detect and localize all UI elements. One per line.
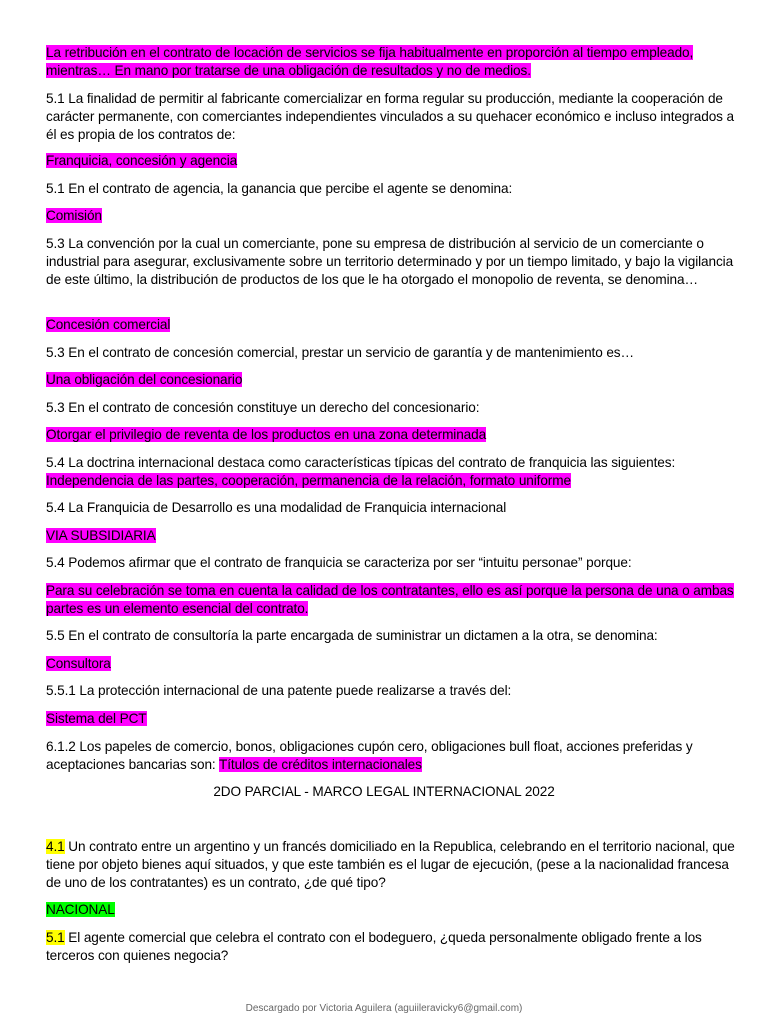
answer-locacion: La retribución en el contrato de locación de servicios se fija habitualmente en proporción al tiempo empleado, mientras… En mano por tratarse de una obligación de resultados y no de medios. [46, 45, 694, 78]
answer-independencia: Independencia de las partes, cooperación, permanencia de la relación, formato uniforme [46, 473, 571, 488]
answer-nacional: NACIONAL [46, 902, 115, 917]
question-5-3-derecho: 5.3 En el contrato de concesión constituye un derecho del concesionario: [46, 400, 480, 415]
question-5-3-convencion: 5.3 La convención por la cual un comerciante, pone su empresa de distribución al servicio de un comerciante o industrial para asegurar, exclusivamente sobre un territorio determinado y por un tiempo limitado, y bajo la vigilancia de este último, la distribución de productos de los que le ha otorgado el monopolio de reventa, se denomina… [46, 236, 734, 287]
section-title: 2DO PARCIAL - MARCO LEGAL INTERNACIONAL 2022 [213, 784, 555, 799]
answer-via-subsidiaria: VIA SUBSIDIARIA [46, 528, 156, 543]
question-5-1-agente-text: El agente comercial que celebra el contrato con el bodeguero, ¿queda personalmente obligado frente a los terceros con quienes negocia? [46, 930, 702, 963]
download-footer: Descargado por Victoria Aguilera (aguiileravicky6@gmail.com) [245, 1003, 523, 1014]
answer-consultora: Consultora [46, 656, 111, 671]
question-5-5-consultoria: 5.5 En el contrato de consultoría la parte encargada de suministrar un dictamen a la otra, se denomina: [46, 628, 658, 643]
question-4-1-text: Un contrato entre un argentino y un francés domiciliado en la Republica, celebrando en el territorio nacional, que tiene por objeto bienes aquí situados, y que este también es el lugar de ejecución, (pese a la nacionalidad francesa de uno de los contratantes) es un contrato, ¿de qué tipo? [46, 839, 735, 890]
answer-concesion-comercial: Concesión comercial [46, 317, 171, 332]
answer-obligacion-concesionario: Una obligación del concesionario [46, 372, 243, 387]
question-5-4-doctrina [46, 454, 736, 490]
answer-intuitu-personae: Para su celebración se toma en cuenta la calidad de los contratantes, ello es así porque la persona de una o ambas partes es un elemento esencial del contrato. [46, 583, 734, 616]
question-5-3-garantia: 5.3 En el contrato de concesión comercial, prestar un servicio de garantía y de mantenimiento es… [46, 345, 634, 360]
answer-privilegio-reventa: Otorgar el privilegio de reventa de los productos en una zona determinada [46, 427, 487, 442]
question-5-4-desarrollo: 5.4 La Franquicia de Desarrollo es una modalidad de Franquicia internacional [46, 500, 507, 515]
answer-franquicia-concesion-agencia: Franquicia, concesión y agencia [46, 153, 238, 168]
question-5-1-agente [46, 929, 736, 965]
question-5-5-1-patente: 5.5.1 La protección internacional de una patente puede realizarse a través del: [46, 683, 512, 698]
question-5-4-doctrina-text: 5.4 La doctrina internacional destaca como características típicas del contrato de franquicia las siguientes: [46, 455, 676, 470]
question-5-1-finalidad: 5.1 La finalidad de permitir al fabricante comercializar en forma regular su producción, mediante la cooperación de carácter permanente, con comerciantes independientes vinculados a su quehacer económico e incluso integrados a él es propia de los contratos de: [46, 91, 734, 142]
answer-comision: Comisión [46, 208, 102, 223]
question-5-4-intuitu-personae: 5.4 Podemos afirmar que el contrato de franquicia se caracteriza por ser “intuitu personae” porque: [46, 555, 632, 570]
question-5-1-agencia: 5.1 En el contrato de agencia, la ganancia que percibe el agente se denomina: [46, 181, 513, 196]
answer-sistema-pct: Sistema del PCT [46, 711, 147, 726]
question-6-1-2-text: 6.1.2 Los papeles de comercio, bonos, obligaciones cupón cero, obligaciones bull float, acciones preferidas y aceptaciones bancarias son: [46, 739, 693, 772]
question-4-1 [46, 838, 736, 892]
question-6-1-2-papeles [46, 738, 736, 774]
question-number-5-1: 5.1 [46, 930, 65, 945]
question-number-4-1: 4.1 [46, 839, 65, 854]
answer-titulos-creditos: Títulos de créditos internacionales [219, 757, 422, 772]
